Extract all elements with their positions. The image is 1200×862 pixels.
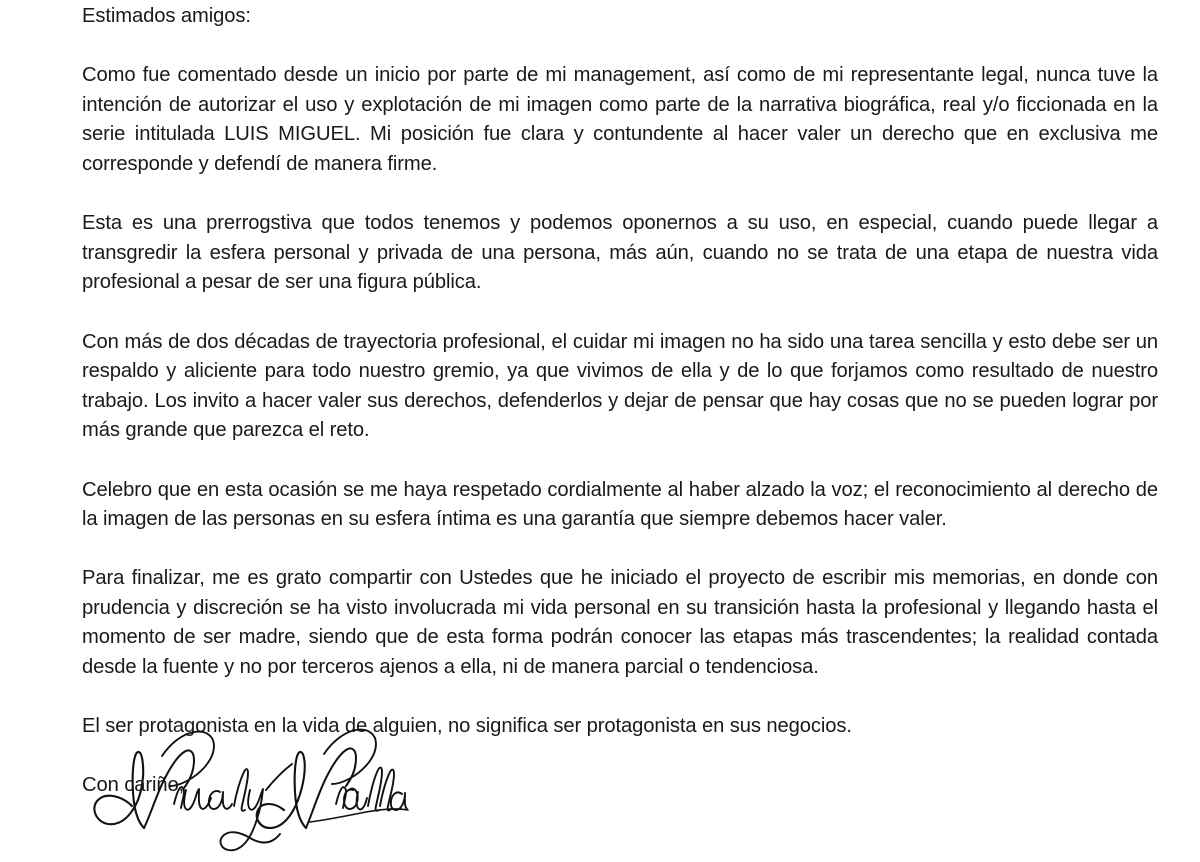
letter-body xyxy=(82,2,1164,801)
paragraph-spacer xyxy=(82,683,1158,713)
paragraph-3: Con más de dos décadas de trayectoria profesional, el cuidar mi imagen no ha sido una tarea sencilla y esto debe ser un respaldo y aliciente para todo nuestro gremio, ya que vivimos de ella y de lo que forjamos como resultado de nuestro trabajo. Los invito a hacer valer sus derechos, defenderlos y dejar de pensar que hay cosas que no se pueden lograr por más grande que parezca el reto. xyxy=(82,330,1164,442)
paragraph-spacer xyxy=(82,446,1158,476)
closing: Con cariño, xyxy=(82,774,185,797)
signature-icon xyxy=(70,718,410,862)
paragraph-spacer xyxy=(82,32,1158,62)
paragraph-spacer xyxy=(82,180,1158,210)
paragraph-1: Como fue comentado desde un inicio por parte de mi management, así como de mi representante legal, nunca tuve la intención de autorizar el uso y explotación de mi imagen como parte de la narrativa biográfica, real y/o ficcionada en la serie intitulada LUIS MIGUEL. Mi posición fue clara y contundente al hacer valer un derecho que en exclusiva me corresponde y defendí de manera firme. xyxy=(82,64,1164,175)
paragraph-2: Esta es una prerrogstiva que todos tenemos y podemos oponernos a su uso, en especial, cuando puede llegar a transgredir la esfera personal y privada de una persona, más aún, cuando no se trata de una etapa de nuestra vida profesional a pesar de ser una figura pública. xyxy=(82,212,1164,294)
paragraph-5: Para finalizar, me es grato compartir con Ustedes que he iniciado el proyecto de escribir mis memorias, en donde con prudencia y discreción se ha visto involucrada mi vida personal en su transición hasta la profesional y llegando hasta el momento de ser madre, siendo que de esta forma podrán conocer las etapas más trascendentes; la realidad contada desde la fuente y no por terceros ajenos a ella, ni de manera parcial o tendenciosa. xyxy=(82,567,1164,679)
paragraph-spacer xyxy=(82,298,1158,328)
paragraph-spacer xyxy=(82,535,1158,565)
signature xyxy=(70,718,410,862)
paragraph-6: El ser protagonista en la vida de alguien, no significa ser protagonista en sus negocios. xyxy=(82,715,852,738)
paragraph-4: Celebro que en esta ocasión se me haya respetado cordialmente al haber alzado la voz; el reconocimiento al derecho de la imagen de las personas en su esfera íntima es una garantía que siempre debemos hacer valer. xyxy=(82,478,1164,531)
salutation: Estimados amigos: xyxy=(82,5,251,27)
